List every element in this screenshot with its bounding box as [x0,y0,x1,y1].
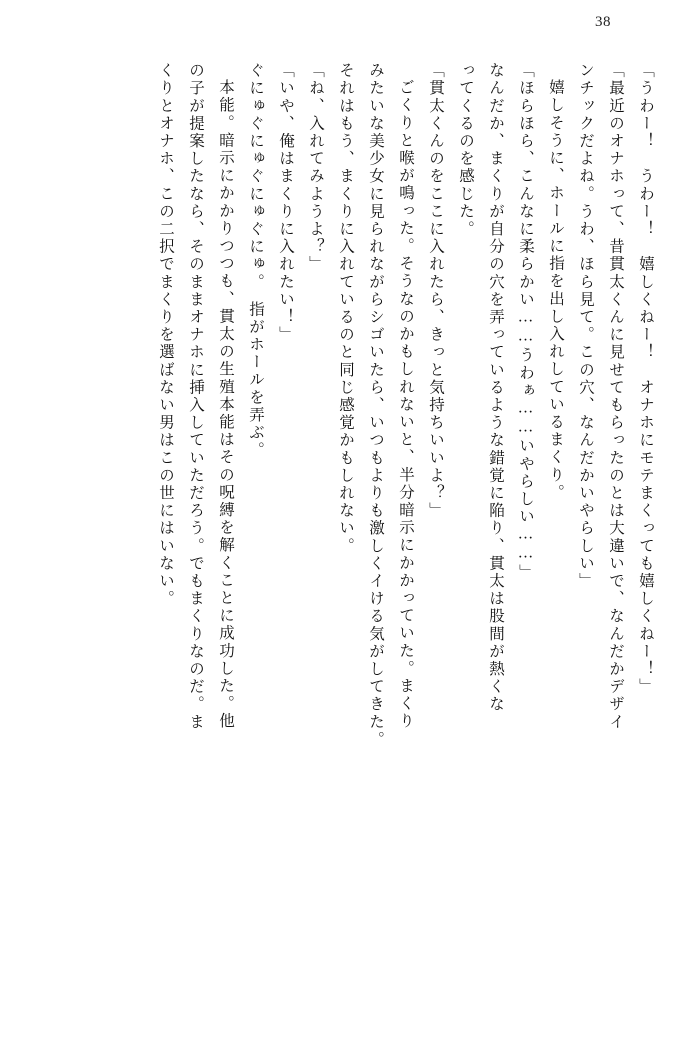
text-line: 「ね、入れてみようよ？」 [307,62,324,274]
text-line: くりとオナホ、この二択でまくりを選ばない男はこの世にはいない。 [157,62,174,608]
text-line: の子が提案したなら、そのままオナホに挿入していただろう。でもまくりなのだ。ま [187,62,204,731]
text-line: 「うわー！ うわー！ 嬉しくねー！ オナホにモテまくっても嬉しくねー！」 [637,62,654,696]
page-number: 38 [595,14,611,30]
vertical-text-block [36,62,653,1012]
text-line: それはもう、まくりに入れているのと同じ感覚かもしれない。 [337,62,354,555]
text-line: 「いや、俺はまくりに入れたい！」 [277,62,294,344]
text-line: みたいな美少女に見られながらシゴいたら、いつもよりも激しくイける気がしてきた。 [367,62,384,749]
text-line: ンチックだよね。うわ、ほら見て。この穴、なんだかいやらしい」 [577,62,594,590]
text-line: 「貫太くんのをここに入れたら、きっと気持ちいいよ？」 [427,62,444,520]
text-line: ぐにゅぐにゅぐにゅぐにゅ。 指がホールを弄ぶ。 [247,62,264,460]
text-line: 嬉しそうに、ホールに指を出し入れしているまくり。 [547,79,564,502]
text-line: 「最近のオナホって、昔貫太くんに見せてもらったのとは大違いで、なんだかデザイ [607,62,624,731]
text-line: 本能。暗示にかかりつつも、貫太の生殖本能はその呪縛を解くことに成功した。他 [217,79,234,731]
text-line: 「ほらほら、こんなに柔らかい……うわぁ……いやらしい……」 [517,62,534,582]
text-line: なんだか、まくりが自分の穴を弄っているような錯覚に陥り、貫太は股間が熱くな [487,62,504,714]
text-line: ごくりと喉が鳴った。そうなのかもしれないと、半分暗示にかかっていた。まくり [397,79,414,731]
text-line: ってくるのを感じた。 [457,62,474,238]
